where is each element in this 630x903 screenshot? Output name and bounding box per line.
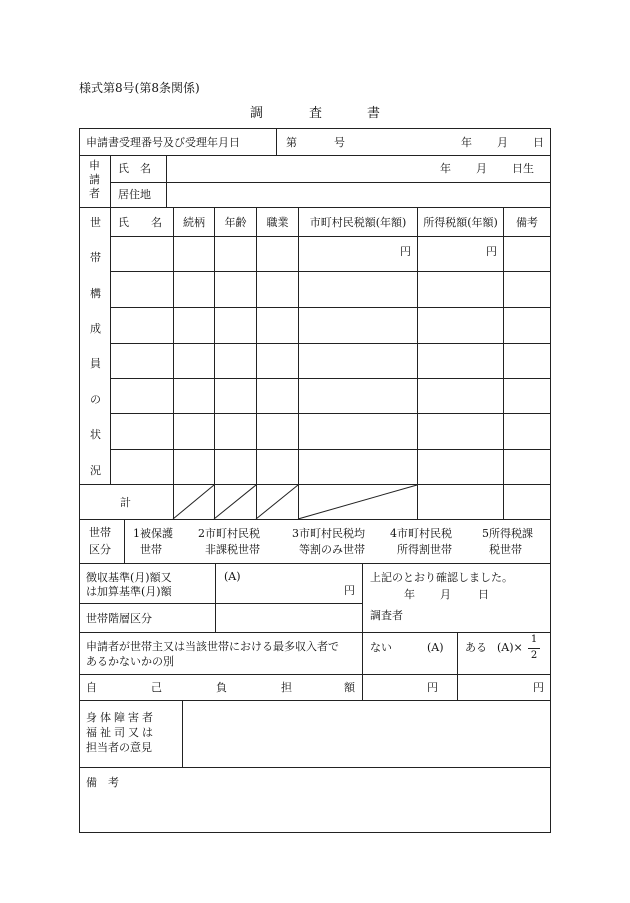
total-label: 計 [120,496,131,509]
title-char-2: 査 [309,106,323,121]
category-option-2-line2: 非課税世帯 [205,543,260,556]
muni-tax-yen: 円 [400,245,411,258]
standard-label-2: は加算基準(月)額 [86,585,172,598]
hoh-no-value: (A) [427,641,444,654]
application-day: 日 [533,136,544,149]
category-label-1: 世帯 [89,526,111,539]
household-label-1: 世 [90,216,101,229]
category-option-5-line1: 5所得税課 [482,527,533,540]
confirm-text: 上記のとおり確認しました。 [370,571,513,584]
self-pay-label-1: 自 [86,681,97,694]
hoh-yes-label: ある [465,641,487,654]
dob-month: 月 [476,162,487,175]
investigator-label: 調査者 [370,609,403,622]
application-label: 申請書受理番号及び受理年月日 [86,136,240,149]
category-option-4-line1: 4市町村民税 [390,527,452,540]
header-income-tax: 所得税額(年額) [423,216,498,229]
header-relation: 続柄 [183,216,205,229]
fraction-bar [528,648,540,649]
household-label-7: 状 [90,428,101,441]
household-label-3: 構 [90,287,101,300]
standard-yen: 円 [344,584,355,597]
form-number: 様式第8号(第8条関係) [79,81,200,95]
standard-a-mark: (A) [224,570,241,583]
fraction-numerator: 1 [530,634,538,645]
fraction-denominator: 2 [530,650,538,661]
confirm-month: 月 [440,588,451,601]
hoh-question-1: 申請者が世帯主又は当該世帯における最多収入者で [86,640,339,653]
opinion-label-2: 福祉司又は [86,726,156,739]
header-name: 氏 名 [118,216,162,229]
self-pay-label-3: 負 [216,681,227,694]
self-pay-yen-2: 円 [533,681,544,694]
category-option-1-line1: 1被保護 [133,527,173,540]
household-label-5: 員 [90,357,101,370]
applicant-label-2: 請 [89,173,100,186]
application-month: 月 [497,136,508,149]
household-label-8: 況 [90,464,101,477]
standard-label-1: 徴収基準(月)額又 [86,571,172,584]
title-char-3: 書 [367,106,381,121]
category-option-5-line2: 税世帯 [489,543,522,556]
header-age: 年齢 [224,216,247,229]
hoh-yes-value: (A)× [497,641,523,654]
header-muni-tax: 市町村民税額(年額) [309,216,407,229]
confirm-day: 日 [478,588,489,601]
application-dai: 第 [286,136,297,149]
household-label-2: 帯 [90,251,101,264]
category-option-2-line1: 2市町村民税 [198,527,260,540]
self-pay-label-4: 担 [281,681,292,694]
applicant-label-1: 申 [89,159,100,172]
opinion-label-3: 担当者の意見 [86,741,152,754]
remarks-label: 備 考 [86,776,119,789]
self-pay-label-2: 己 [151,681,162,694]
application-year: 年 [461,136,472,149]
category-option-3-line1: 3市町村民税均 [292,527,365,540]
address-label: 居住地 [118,188,151,201]
opinion-label-1: 身体障害者 [86,711,156,724]
applicant-name-label: 氏 名 [118,162,151,175]
header-remarks: 備考 [516,216,538,229]
category-option-4-line2: 所得割世帯 [397,543,452,556]
hoh-question-2: あるかないかの別 [86,655,174,668]
confirm-year: 年 [404,588,415,601]
dob-birth: 日生 [512,162,534,175]
header-job: 職業 [266,216,289,229]
self-pay-label-5: 額 [344,681,355,694]
category-option-1-line2: 世帯 [140,543,162,556]
income-tax-yen: 円 [486,245,497,258]
category-label-2: 区分 [89,543,111,556]
household-label-4: 成 [90,322,101,335]
tier-label: 世帯階層区分 [86,612,152,625]
title-char-1: 調 [250,106,264,121]
self-pay-yen-1: 円 [427,681,438,694]
household-label-6: の [90,393,101,406]
dob-year: 年 [440,162,451,175]
application-go: 号 [334,136,345,149]
hoh-no-label: ない [370,641,392,654]
applicant-label-3: 者 [89,187,100,200]
category-option-3-line2: 等割のみ世帯 [299,543,365,556]
